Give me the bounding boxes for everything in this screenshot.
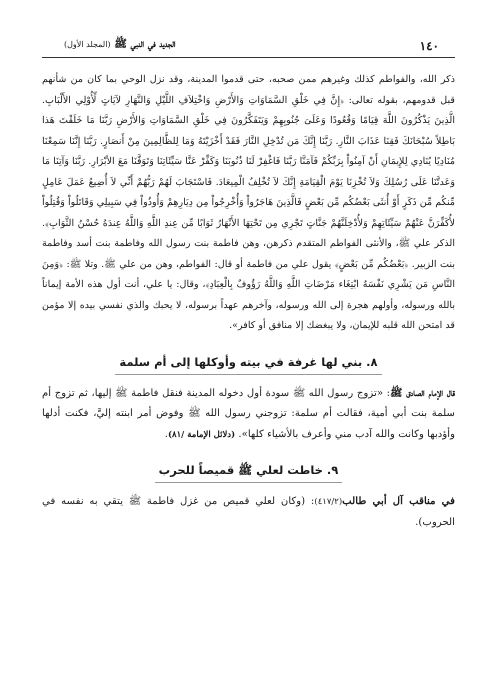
paragraph-3: [42, 491, 455, 533]
paragraph-2-text: : «تزوج رسول الله ﷺ سودة أول دخوله المدينة فنقل فاطمة ﷺ إليها، ثم تزوج أم سلمة بنت أبي أمية، فقالت أم سلمة: تزوجني رسول الله ﷺ وفوض أمر ابنته إليَّ، فكنت أدلها وأؤدبها وكانت والله آدب مني وأعرف بالأشياء كلها».: [42, 387, 455, 440]
paragraph-2-end: .: [164, 428, 168, 440]
page-number: ١٤٠: [419, 39, 439, 53]
section-heading-9-text: ٩. خاطت لعلي ﷺ قميصاً للحرب: [155, 459, 343, 483]
section-heading-8-text: ٨. بني لها غرفة في بيته وأوكلها إلى أم سلمة: [115, 351, 381, 375]
section-heading-9: [42, 459, 455, 483]
paragraph-2: [42, 383, 455, 446]
paragraph-3-citation: (٤١٧/٢): [314, 497, 343, 507]
header-rule: [42, 57, 455, 58]
paragraph-3-text: : (وكان لعلي قميص من غزل فاطمة ﷺ يتقي به نفسه في الحروب).: [42, 496, 455, 528]
page-body: [42, 70, 455, 533]
section-heading-8: [42, 351, 455, 375]
paragraph-2-lead: قال الإمام الصادق ﷺ: [390, 386, 455, 399]
running-header: [64, 38, 439, 53]
book-title: الجديد في النبي ﷺ: [114, 38, 176, 50]
volume-label: (المجلد الأول): [64, 40, 111, 49]
paragraph-3-lead: في مناقب آل أبي طالب: [342, 495, 456, 507]
paragraph-1: ذكر الله، والفواطم كذلك وغيرهم ممن صحبه، حتى قدموا المدينة، وقد نزل الوحي بما كان من شأنهم قبل قدومهم، بقوله تعالى: ﴿إِنَّ فِي خَلْقِ السَّمَاوَاتِ وَالأَرْضِ وَاخْتِلاَفِ اللَّيْلِ وَالنَّهَارِ لآيَاتٍ لِّأُوْلِي الأَلْبَابِ. الَّذِينَ يَذْكُرُونَ اللَّهَ قِيَامًا وَقُعُودًا وَعَلَىَ جُنُوبِهِمْ وَيَتَفَكَّرُونَ فِي خَلْقِ السَّمَاوَاتِ وَالأَرْضِ رَبَّنَا مَا خَلَقْتَ هَذا بَاطِلاً سُبْحَانَكَ فَقِنَا عَذَابَ النَّارِ. رَبَّنَا إِنَّكَ مَن تُدْخِلِ النَّارَ فَقَدْ أَخْزَيْتَهُ وَمَا لِلظَّالِمِينَ مِنْ أَنصَارٍ. رَبَّنَا إِنَّنَا سَمِعْنَا مُنَادِيًا يُنَادِي لِلإِيمَانِ أَنْ آمِنُواْ بِرَبِّكُمْ فَآمَنَّا رَبَّنَا فَاغْفِرْ لَنَا ذُنُوبَنَا وَكَفِّرْ عَنَّا سَيِّئَاتِنَا وَتَوَفَّنَا مَعَ الأبْرَارِ. رَبَّنَا وَآتِنَا مَا وَعَدتَّنَا عَلَى رُسُلِكَ وَلاَ تُخْزِنَا يَوْمَ الْقِيَامَةِ إِنَّكَ لاَ تُخْلِفُ الْمِيعَادَ. فَاسْتَجَابَ لَهُمْ رَبُّهُمْ أَنِّي لاَ أُضِيعُ عَمَلَ عَامِلٍ مِّنكُم مِّن ذَكَرٍ أَوْ أُنثَى بَعْضُكُم مِّن بَعْضٍ فَالَّذِينَ هَاجَرُواْ وَأُخْرِجُواْ مِن دِيَارِهِمْ وَأُوذُواْ فِي سَبِيلِي وَقَاتَلُواْ وَقُتِلُواْ لأُكَفِّرَنَّ عَنْهُمْ سَيِّئَاتِهِمْ وَلأُدْخِلَنَّهُمْ جَنَّاتٍ تَجْرِي مِن تَحْتِهَا الأَنْهَارُ ثَوَابًا مِّن عِندِ اللَّهِ وَاللَّهُ عِندَهُ حُسْنُ الثَّوَابِ﴾. الذكر علي ﷺ، والأنثى الفواطم المتقدم ذكرهن، وهن فاطمة بنت رسول الله وفاطمة بنت أسد وفاطمة بنت الزبير. ﴿بَعْضُكُم مِّن بَعْضٍ﴾ يقول علي من فاطمة أو قال: الفواطم، وهن من علي ﷺ. وتلا ﷺ: ﴿وَمِنَ النَّاسِ مَن يَشْرِي نَفْسَهُ ابْتِغَاء مَرْضَاتِ اللَّهِ وَاللَّهُ رَؤُوفٌ بِالْعِبَادِ﴾، وقال: يا علي، أنت أول هذه الأمة إيماناً بالله ورسوله، وأولهم هجرة إلى الله ورسوله، وآخرهم عهداً برسوله، لا يحبك والذي نفسي بيده إلا مؤمن قد امتحن الله قلبه للإيمان، ولا يبغضك إلا منافق أو كافر».: [42, 74, 455, 331]
running-title: [64, 38, 176, 53]
paragraph-2-citation: (دلائل الإمامة /٨١): [167, 429, 236, 440]
